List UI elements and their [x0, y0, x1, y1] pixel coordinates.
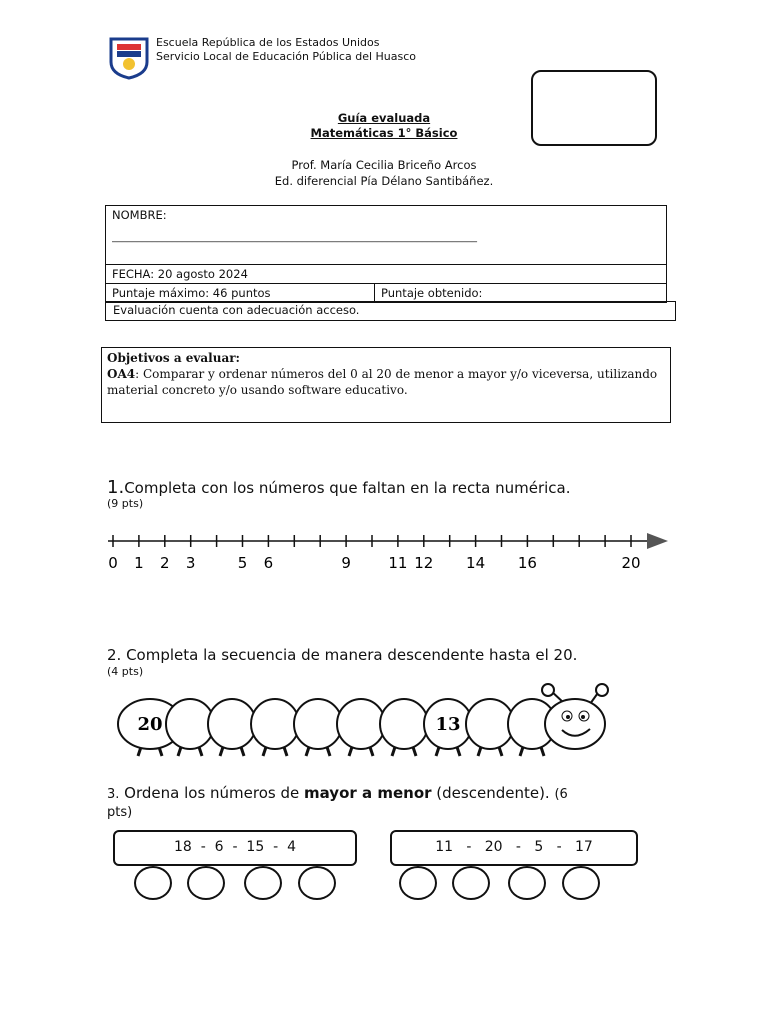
number-line-label: 5 [237, 554, 248, 572]
answer-circle[interactable] [134, 866, 172, 900]
q1-points: (9 pts) [107, 497, 144, 510]
q3-points-a: (6 [554, 787, 568, 802]
school-logo-icon [107, 36, 151, 80]
caterpillar-segment[interactable] [251, 699, 299, 749]
student-info-table [105, 205, 667, 303]
date-cell: FECHA: 20 agosto 2024 [106, 265, 667, 284]
number-line-ticks [113, 535, 631, 547]
objectives-text [107, 366, 665, 398]
number-line-label: 20 [621, 554, 641, 572]
caterpillar-segment[interactable] [208, 699, 256, 749]
name-label: NOMBRE: [112, 208, 167, 222]
caterpillar [110, 682, 620, 762]
number-line-label: 12 [414, 554, 434, 572]
answer-circle[interactable] [399, 866, 437, 900]
guide-title: Guía evaluada [337, 111, 431, 125]
sequence-given-number: 13 [435, 714, 461, 735]
q3-number: 3. [107, 787, 120, 802]
subject-title: Matemáticas 1° Básico [310, 126, 458, 140]
number-line-label: 6 [263, 554, 274, 572]
caterpillar-segment[interactable] [294, 699, 342, 749]
q2-title: 2. Completa la secuencia de manera descendente hasta el 20. [107, 646, 578, 664]
objective-description: : Comparar y ordenar números del 0 al 20 de menor a mayor y/o viceversa, utilizando material concreto y/o usando software educativo. [107, 367, 658, 397]
objectives-box [101, 347, 671, 423]
number-line-label: 9 [341, 554, 351, 572]
answer-circle[interactable] [562, 866, 600, 900]
access-note: Evaluación cuenta con adecuación acceso. [105, 301, 676, 321]
number-line-arrow-icon [647, 533, 668, 549]
obtained-score-cell[interactable]: Puntaje obtenido: [375, 284, 667, 303]
number-set-1: 18 - 6 - 15 - 4 [113, 830, 357, 866]
q1-text: Completa con los números que faltan en la recta numérica. [124, 479, 571, 497]
q1-title [107, 477, 570, 498]
q3-text-bold: mayor a menor [304, 784, 432, 802]
objectives-heading: Objetivos a evaluar: [107, 351, 240, 365]
q3-title [107, 785, 667, 821]
caterpillar-segments [118, 699, 556, 749]
number-line-label: 1 [134, 554, 144, 572]
name-line: _________________________________________________________________________ [112, 232, 477, 243]
caterpillar-segment[interactable] [380, 699, 428, 749]
number-line-label: 14 [466, 554, 486, 572]
objective-code: OA4 [107, 367, 136, 381]
number-line-label: 16 [517, 554, 537, 572]
number-set-2: 11 - 20 - 5 - 17 [390, 830, 638, 866]
q2-points: (4 pts) [107, 665, 144, 678]
answer-circle[interactable] [452, 866, 490, 900]
number-line [100, 525, 680, 577]
answer-circle[interactable] [298, 866, 336, 900]
caterpillar-head-icon [542, 684, 608, 749]
number-line-label: 3 [185, 554, 196, 572]
caterpillar-segment[interactable] [337, 699, 385, 749]
caterpillar-segment[interactable] [166, 699, 214, 749]
answer-circle[interactable] [187, 866, 225, 900]
number-line-labels [108, 554, 640, 572]
max-score-cell: Puntaje máximo: 46 puntos [106, 284, 375, 303]
teacher-name: Prof. María Cecilia Briceño Arcos [291, 158, 477, 172]
name-cell[interactable] [106, 206, 667, 265]
q3-points-b: pts) [107, 805, 133, 820]
number-line-label: 0 [108, 554, 118, 572]
school-header [156, 36, 416, 64]
q3-text-a: Ordena los números de [119, 784, 304, 802]
school-service: Servicio Local de Educación Pública del Huasco [156, 50, 417, 63]
answer-circle[interactable] [508, 866, 546, 900]
teacher-name-2: Ed. diferencial Pía Délano Santibáñez. [274, 174, 494, 188]
sequence-start-number: 20 [137, 714, 163, 735]
q1-number: 1. [107, 477, 125, 498]
q3-text-b: (descendente). [431, 784, 550, 802]
number-line-label: 2 [160, 554, 170, 572]
answer-circle[interactable] [244, 866, 282, 900]
number-line-label: 11 [388, 554, 408, 572]
school-name: Escuela República de los Estados Unidos [156, 36, 380, 49]
caterpillar-segment[interactable] [466, 699, 514, 749]
